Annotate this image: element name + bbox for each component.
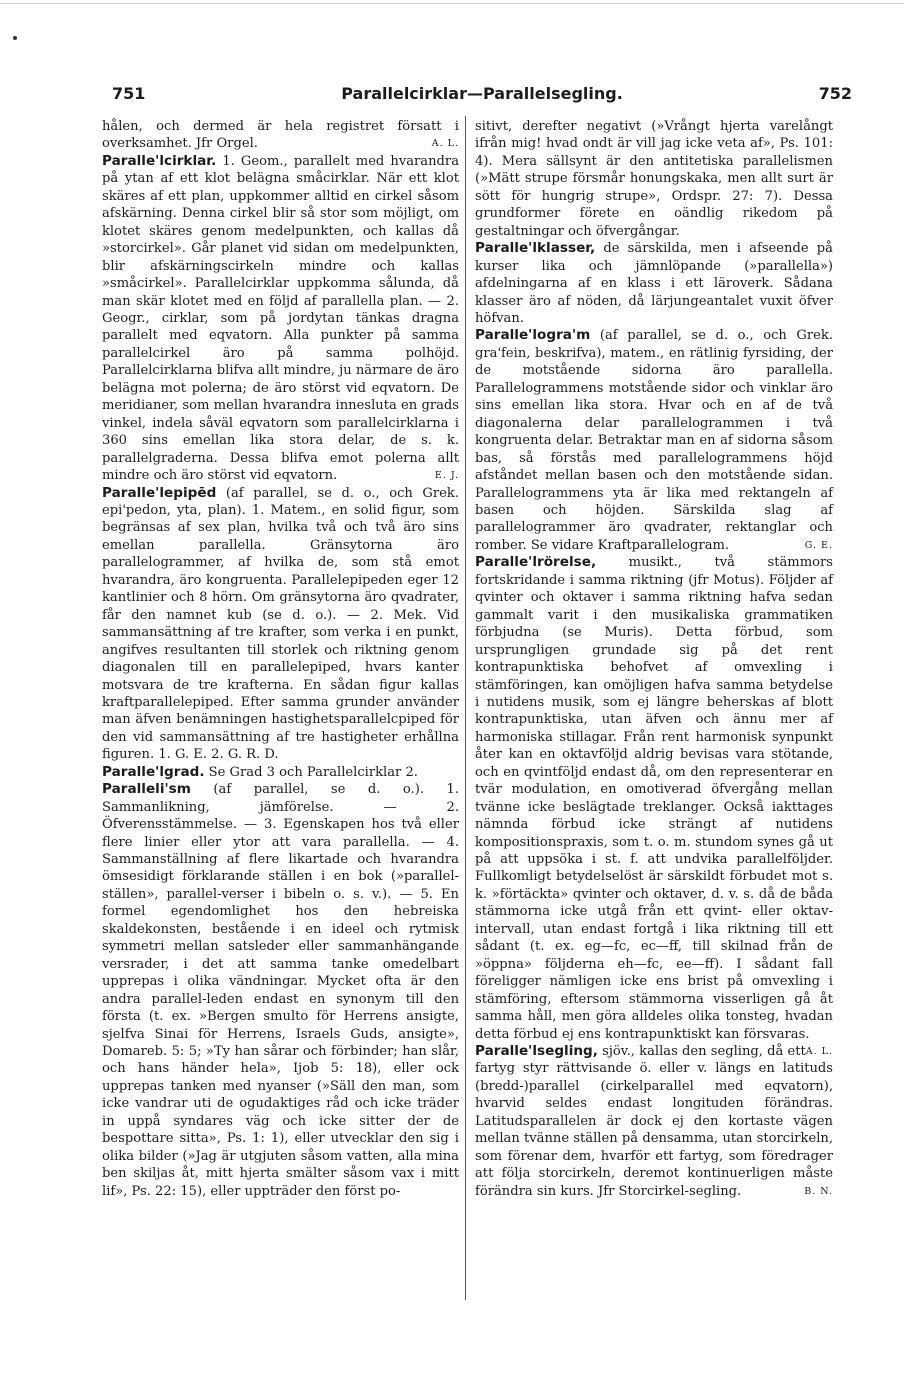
left-column [102,118,459,1200]
entry-parallelcirklar: Paralle'lcirklar. 1. Geom., parallelt med hvarandra på ytan af ett klot belägna småcirklar. När ett klot skäres af ett plan, uppkommer alltid en cirkel såsom afskärning. Denna cirkel blir så stor som möjligt, om klotet skäres genom medelpunkten, och kallas då »storcirkel». Går planet vid sidan om medelpunkten, blir afskärningscirkeln mindre och kallas »småcirkel». Parallelcirklar uppkomma sålunda, då man skär klotet med en följd af parallella plan. — 2. Geogr., cirklar, som på jordytan tänkas dragna parallelt med eqvatorn. Alla punkter på samma parallelcirkel äro på samma polhöjd. Parallelcirklarna blifva allt mindre, ju närmare de äro belägna mot polerna; de äro störst vid eqvatorn. De meridianer, som mellan hvarandra innesluta en grads vinkel, indela såväl eqvatorn som parallelcirklarna i 360 sins emellan lika stora delar, de s. k. parallelgraderna. Dessa blifva emot polerna allt mindre och äro störst vid eqvatorn. E. J. [102,152,459,484]
entry-parallelsegling: Paralle'lsegling, sjöv., kallas den segling, då ett fartyg styr rättvisande ö. eller v. längs en latituds (bredd-)parallel (cirkelparallel med eqvatorn), hvarvid seldes endast longituden förändras. Latitudsparallelen är dock ej den kortaste vägen mellan tvänne ställen på densamma, utan storcirkeln, som förenar dem, hvarför ett fartyg, som föredrager att följa storcirkeln, deremot kontinuerligen måste förändra sin kurs. Jfr Storcirkel-segling. B. N. [475,1043,833,1199]
top-edge-line [0,3,904,4]
entry-parallelepiped: Paralle'lepipēd (af parallel, se d. o., och Grek. epi'pedon, yta, plan). 1. Matem., en solid figur, som begränsas af sex plan, hvilka två och två äro sins emellan parallella. Gränsytorna äro parallelogrammer, af hvilka de, som stå emot hvarandra, äro kongruenta. Parallelepipeden eger 12 kantlinier och 8 hörn. Om gränsytorna äro qvadrater, får den namnet kub (se d. o.). — 2. Mek. Vid sammansättning af tre krafter, som verka i en punkt, angifves resultanten till storlek och riktning genom diagonalen till en parallelepiped, hvars kanter motsvara de tre krafterna. En sådan figur kallas kraftparallelepiped. Efter samma grunder använder man äfven benämningen hastighetsparallelcpiped för den vid sammansättning af tre hastigheter erhållna figuren. 1. G. E. 2. G. R. D. [102,484,459,763]
left-page-number: 751 [112,84,146,103]
right-page-number: 752 [818,84,852,103]
headword: Paralle'lgrad. [102,763,205,780]
signature: G. E. [804,539,833,551]
signature: E. J. [434,470,459,482]
running-title: Parallelcirklar—Parallelsegling. [341,84,623,103]
headword: Paralle'lklasser, [475,240,596,257]
headword: Paralle'lepipēd [102,484,217,501]
signature: A. L. [431,138,459,150]
entry-continuation: sitivt, derefter negativt (»Vrångt hjerta varelångt ifrån mig! hvad ondt är vill jag icke veta af», Ps. 101: 4). Mera sällsynt är den antitetiska parallelismen (»Mätt strupe försmår honungskaka, men allt surt är sött för hungrig strupe», Ordspr. 27: 7). Dessa grundformer förete en oändlig rikedom på gestaltningar och öfvergångar. [475,119,833,239]
right-column [475,118,833,1200]
entry-parallelklasser: Paralle'lklasser, de särskilda, men i afseende på kurser lika och jämnlöpande (»parallella») afdelningarna af en klass i ett läroverk. Sådana klasser äro af nöden, då lärjungeantalet vuxit öfver höfvan. [475,240,833,326]
headword: Paralleli'sm [102,781,191,798]
column-divider [465,116,466,1300]
headword: Paralle'lcirklar. [102,152,217,169]
page-header [112,84,852,108]
entry-parallelrorelse: Paralle'lrörelse, musikt., två stämmors fortskridande i samma riktning (jfr Motus). Följder af qvinter och oktaver i samma riktning hafva sedan gammalt varit i den musikaliska grammatiken förbjudna (se Muris). Detta förbud, som ursprungligen grundade sig på det rent kontrapunktiska behofvet af omvexling i stämföringen, kan omöjligen hafva samma betydelse i nutidens musik, som ej längre beherskas af blott kontrapunktiska, utan äfven och ännu mer af harmoniska stillagar. Från rent harmonisk synpunkt åter kan en oktavföljd aldrig bevisas vara stötande, och en qvintföljd endast då, om den representerar en tvär modulation, en omotiverad öfvergång mellan tvänne icke beslägtade treklanger. Också iakttages nämnda förbud icke strängt af nutidens kompositionspraxis, som t. o. m. stundom synes gå ut på att uppsöka i st. f. att undvika parallelföljder. Fullkomligt betydelselöst är särskildt förbudet mot s. k. »förtäckta» qvinter och oktaver, d. v. s. då de båda stämmorna icke utgå från ett qvint- eller oktav-intervall, utan endast fortgå i lika riktning till ett sådant (t. ex. eg—fc, ec—ff, till skilnad från de »öppna» följderna eh—fc, ee—ff). I sådant fall föreligger nämligen icke ens brist på omvexling i stämföring, eftersom stämmorna visserligen gå åt samma håll, men göra alldeles olika tonsteg, hvadan detta förbud ej ens kontrapunktiskt kan försvaras. A. L. [475,554,833,1043]
entry-parallelism: Paralleli'sm (af parallel, se d. o.). 1. Sammanlikning, jämförelse. — 2. Öfverensstämmelse. — 3. Egenskapen hos två eller flere linier eller ytor att vara parallella. — 4. Sammanställning af flere likartade och hvarandra ömsesidigt förklarande ställen i en bok (»parallel-ställen», parallel-verser i bibeln o. s. v.). — 5. En formel egendomlighet hos den hebreiska skaldekonsten, bestående i en ideel och rytmisk symmetri mellan satsleder eller sammanhängande versrader, i det att samma tanke omedelbart upprepas i olika vändningar. Mycket ofta är den andra parallel-leden endast en synonym till den första (t. ex. »Bergen smulto för Herrens ansigte, sjelfva Sinai för Herrens, Israels Guds, ansigte», Domareb. 5: 5; »Ty han sårar och förbinder; han slår, och hans händer hela», Ijob 5: 18), eller ock upprepas tanken med nyanser (»Säll den man, som icke vandrar uti de ogudaktiges råd och icke träder in uppå syndares väg och icke sitter der de bespottare sitta», Ps. 1: 1), eller utvecklar den sig i olika bilder (»Jag är utgjuten såsom vatten, alla mina ben skiljas åt, mitt hjerta smälter såsom vax i mitt lif», Ps. 22: 15), eller uppträder den först po- [102,781,459,1199]
entry-parallelgrad: Paralle'lgrad. Se Grad 3 och Parallelcirklar 2. [102,763,418,780]
headword: Paralle'lsegling, [475,1043,598,1060]
signature: B. N. [804,1185,833,1197]
headword: Paralle'logra'm [475,327,591,344]
headword: Paralle'lrörelse, [475,554,597,571]
entry-continuation: hålen, och dermed är hela registret försatt i overksamhet. Jfr Orgel. A. L. [102,119,459,152]
speck [13,36,17,40]
signature: A. L. [805,1046,833,1058]
entry-parallelogram: Paralle'logra'm (af parallel, se d. o., och Grek. gra'fein, beskrifva), matem., en rätlinig fyrsiding, der de motstående sidorna äro parallella. Parallelogrammens motstående sidor och vinklar äro sins emellan lika stora. Hvar och en af de två diagonalerna delar parallelogrammen i två kongruenta delar. Betraktar man en af sidorna såsom bas, så förstås med parallelogrammens höjd afståndet mellan basen och den motstående sidan. Parallelogrammens yta är lika med rektangeln af basen och höjden. Särskilda slag af parallelogrammer äro qvadrater, rektanglar och romber. Se vidare Kraftparallelogram. G. E. [475,327,833,553]
